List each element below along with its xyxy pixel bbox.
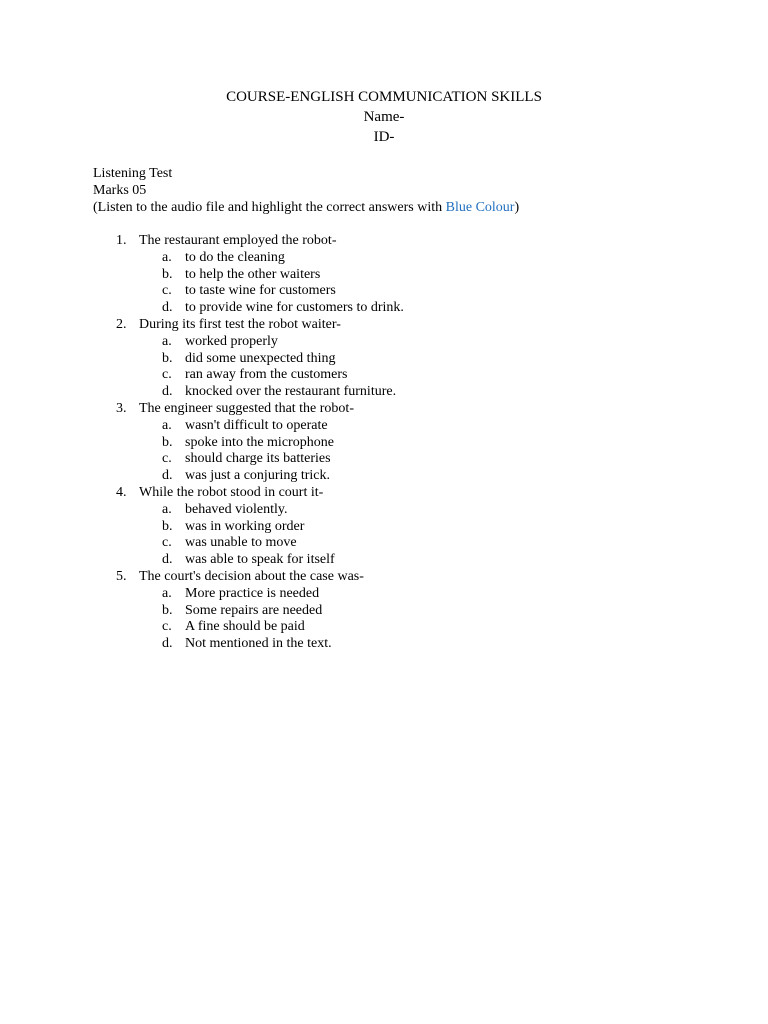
option-letter: b. (162, 266, 173, 282)
option-text[interactable]: A fine should be paid (185, 619, 305, 635)
option-letter: d. (162, 552, 173, 568)
option-letter: c. (162, 619, 172, 635)
answer-option[interactable] (0, 283, 768, 300)
answer-option[interactable] (0, 535, 768, 552)
option-text[interactable]: was just a conjuring trick. (185, 468, 331, 484)
instruction-line (93, 200, 519, 217)
option-letter: d. (162, 300, 173, 316)
question-text: The restaurant employed the robot- (139, 233, 337, 248)
option-letter: c. (162, 283, 172, 299)
option-text[interactable]: Some repairs are needed (185, 602, 323, 618)
option-letter: c. (162, 451, 172, 467)
option-text[interactable]: worked properly (185, 333, 278, 349)
answer-option[interactable] (0, 502, 768, 519)
answer-option[interactable] (0, 468, 768, 485)
option-letter: a. (162, 501, 172, 517)
answer-option[interactable] (0, 334, 768, 351)
id-field-label: ID- (373, 129, 395, 145)
question-text: The engineer suggested that the robot- (139, 400, 354, 416)
question-list (0, 233, 768, 653)
option-text[interactable]: was unable to move (185, 535, 297, 551)
question-item (0, 317, 768, 334)
option-letter: b. (162, 434, 173, 450)
answer-option[interactable] (0, 250, 768, 267)
answer-option[interactable] (0, 636, 768, 653)
option-letter: b. (162, 602, 173, 618)
option-text[interactable]: spoke into the microphone (185, 434, 334, 450)
option-text[interactable]: behaved violently. (185, 501, 288, 517)
course-title: COURSE-ENGLISH COMMUNICATION SKILLS (226, 89, 542, 105)
option-letter: d. (162, 468, 173, 484)
option-text[interactable]: to taste wine for customers (185, 283, 336, 299)
intro-block (93, 166, 519, 216)
question-text: The court's decision about the case was- (139, 568, 364, 584)
answer-option[interactable] (0, 267, 768, 284)
question-item (0, 569, 768, 586)
question-item (0, 485, 768, 502)
answer-option[interactable] (0, 586, 768, 603)
answer-option[interactable] (0, 552, 768, 569)
option-letter: c. (162, 367, 172, 383)
option-letter: d. (162, 636, 173, 652)
option-text[interactable]: to help the other waiters (185, 266, 321, 282)
answer-option[interactable] (0, 351, 768, 368)
option-letter: a. (162, 333, 172, 349)
answer-option[interactable] (0, 435, 768, 452)
instruction-suffix: ) (514, 199, 520, 215)
option-text[interactable]: to provide wine for customers to drink. (185, 300, 404, 316)
answer-option[interactable] (0, 300, 768, 317)
option-letter: a. (162, 417, 172, 433)
name-field-label: Name- (363, 109, 405, 125)
marks-label: Marks 05 (93, 182, 147, 198)
question-number: 5. (116, 568, 127, 584)
answer-option[interactable] (0, 384, 768, 401)
option-letter: a. (162, 249, 172, 265)
answer-option[interactable] (0, 451, 768, 468)
option-letter: c. (162, 535, 172, 551)
question-number: 2. (116, 316, 127, 332)
question-item (0, 401, 768, 418)
option-text[interactable]: More practice is needed (185, 585, 320, 601)
option-text[interactable]: knocked over the restaurant furniture. (185, 384, 397, 400)
question-number: 1. (116, 233, 127, 248)
option-text[interactable]: wasn't difficult to operate (185, 417, 328, 433)
instruction-prefix: (Listen to the audio file and highlight the correct answers with (93, 199, 446, 215)
question-number: 3. (116, 400, 127, 416)
option-text[interactable]: did some unexpected thing (185, 350, 336, 366)
answer-option[interactable] (0, 418, 768, 435)
question-item (0, 233, 768, 250)
answer-option[interactable] (0, 619, 768, 636)
option-text[interactable]: was in working order (185, 518, 305, 534)
answer-option[interactable] (0, 603, 768, 620)
option-text[interactable]: Not mentioned in the text. (185, 636, 332, 652)
instruction-highlight: Blue Colour (445, 199, 515, 215)
question-number: 4. (116, 484, 127, 500)
option-text[interactable]: should charge its batteries (185, 451, 331, 467)
question-text: During its first test the robot waiter- (139, 316, 341, 332)
option-letter: d. (162, 384, 173, 400)
option-letter: a. (162, 585, 172, 601)
test-title: Listening Test (93, 166, 173, 181)
option-text[interactable]: ran away from the customers (185, 367, 348, 383)
question-text: While the robot stood in court it- (139, 484, 324, 500)
option-letter: b. (162, 350, 173, 366)
answer-option[interactable] (0, 367, 768, 384)
option-text[interactable]: was able to speak for itself (185, 552, 335, 568)
option-letter: b. (162, 518, 173, 534)
answer-option[interactable] (0, 519, 768, 536)
option-text[interactable]: to do the cleaning (185, 249, 285, 265)
